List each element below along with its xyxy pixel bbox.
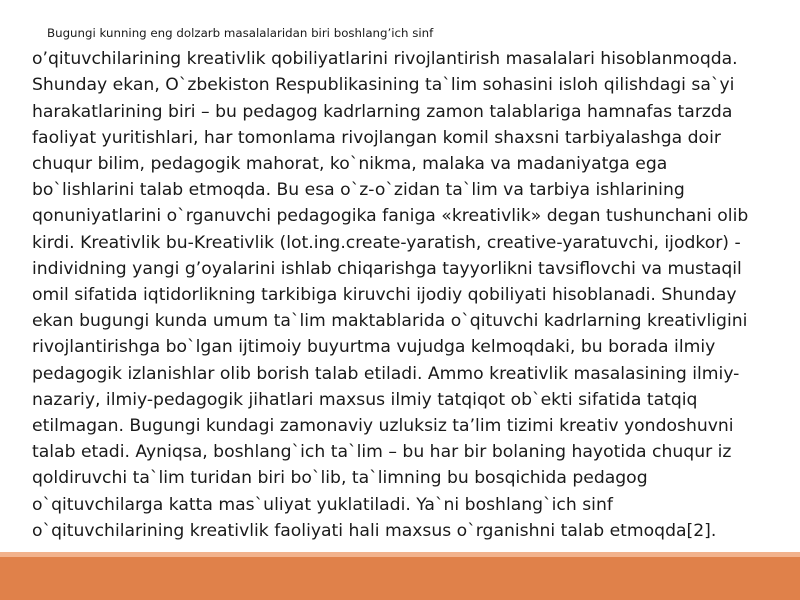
text-line: rivojlantirishga bo`lgan ijtimoiy buyurtma vujudga kelmoqdaki, bu borada ilmiy <box>32 337 716 358</box>
text-line: Shunday ekan, O`zbekiston Respublikasining ta`lim sohasini isloh qilishdagi sa`yi <box>32 75 735 96</box>
text-line: etilmagan. Bugungi kundagi zamonaviy uzluksiz ta’lim tizimi kreativ yondoshuvni <box>32 416 734 437</box>
text-line: ekan bugungi kunda umum ta`lim maktablarida o`qituvchi kadrlarning kreativligini <box>32 311 748 332</box>
text-line: nazariy, ilmiy-pedagogik jihatlari maxsus ilmiy tatqiqot ob`ekti sifatida tatqiq <box>32 389 698 410</box>
text-line: bo`lishlarini talab etmoqda. Bu esa o`z-o`zidan ta`lim va tarbiya ishlarining <box>32 180 685 201</box>
text-line: qoldiruvchi ta`lim turidan biri bo`lib, ta`limning bu bosqichida pedagog <box>32 468 648 489</box>
footer-bar <box>0 557 800 600</box>
text-line: o’qituvchilarining kreativlik qobiliyatlarini rivojlantirish masalalari hisoblanmoqda. <box>32 49 738 70</box>
text-line: individning yangi g’oyalarini ishlab chiqarishga tayyorlikni tavsiflovchi va mustaqil <box>32 258 742 279</box>
text-line: talab etadi. Ayniqsa, boshlang`ich ta`lim – bu har bir bolaning hayotida chuqur iz <box>32 442 732 463</box>
text-line: Bugungi kunning eng dolzarb masalalaridan biri boshlang’ich sinf <box>47 26 434 40</box>
text-line: harakatlarining biri – bu pedagog kadrlarning zamon talablariga hamnafas tarzda <box>32 101 733 122</box>
text-line: pedagogik izlanishlar olib borish talab etiladi. Ammo kreativlik masalasining ilmiy- <box>32 363 740 384</box>
text-line: o`qituvchilarining kreativlik faoliyati hali maxsus o`rganishni talab etmoqda[2]. <box>32 520 717 541</box>
text-line: qonuniyatlarini o`rganuvchi pedagogika faniga «kreativlik» degan tushunchani olib <box>32 206 749 227</box>
text-line: o`qituvchilarga katta mas`uliyat yuklatiladi. Ya`ni boshlang`ich sinf <box>32 494 613 515</box>
text-line: faoliyat yuritishlari, har tomonlama rivojlangan komil shaxsni tarbiyalashga doir <box>32 127 721 148</box>
text-line: kirdi. Kreativlik bu-Kreativlik (lot.ing.create-yaratish, creative-yaratuvchi, ijodkor) - <box>32 232 741 253</box>
body-paragraph <box>32 20 777 544</box>
text-line: chuqur bilim, pedagogik mahorat, ko`nikma, malaka va madaniyatga ega <box>32 154 668 175</box>
text-line: omil sifatida iqtidorlikning tarkibiga kiruvchi ijodiy qobiliyati hisoblanadi. Shunday <box>32 285 737 306</box>
